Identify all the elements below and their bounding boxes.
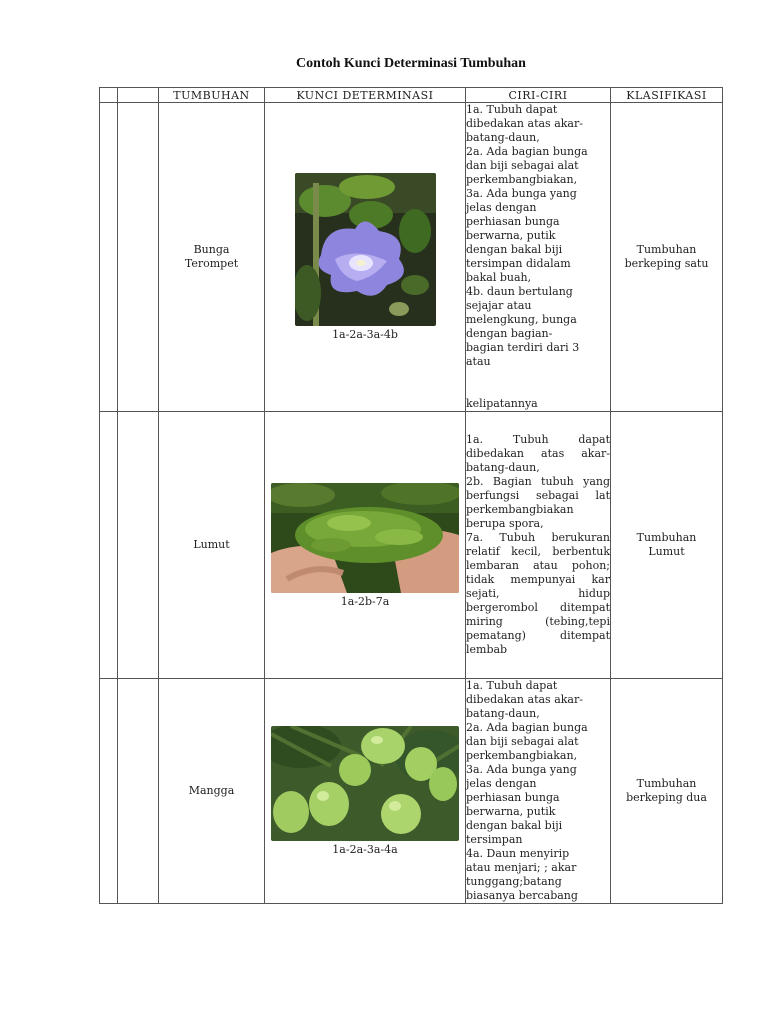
plant-name-line: Terompet: [184, 257, 239, 270]
classification-line: berkeping satu: [624, 257, 709, 270]
trait-line: dan biji sebagai alat: [466, 735, 579, 748]
traits-cell: [466, 679, 611, 904]
classification-cell: [611, 412, 723, 679]
trait-line: 1a. Tubuh dapat: [466, 103, 558, 116]
trait-line: atau menjari; ; akar: [466, 861, 577, 874]
key-code: 1a-2a-3a-4b: [332, 328, 398, 341]
blank-header-1: [100, 88, 118, 103]
trait-line: dibedakan atas akar-: [466, 693, 583, 706]
trait-line: dan biji sebagai alat: [466, 159, 579, 172]
table-row: [100, 103, 723, 412]
determination-key-table: [99, 87, 723, 904]
table-row: [100, 412, 723, 679]
blank-cell: [100, 412, 118, 679]
green-mangoes-photo: [271, 726, 459, 841]
classification-cell: [611, 103, 723, 412]
trait-line: bakal buah,: [466, 271, 532, 284]
key-cell: [265, 103, 466, 412]
trait-spacer: [466, 369, 610, 397]
trait-line: 7a. Tubuh berukuran relatif kecil, berbentuk lembaran atau pohon; tidak mempunyai kar sejati, hidup bergerombol ditempat miring (tebing,tepi pematang) ditempat lembab: [466, 531, 610, 656]
trait-line: perhiasan bunga: [466, 791, 560, 804]
plant-name-cell: [159, 679, 265, 904]
trait-line: 2b. Bagian tubuh yang berfungsi sebagai lat perkembangbiakan berupa spora,: [466, 475, 610, 530]
purple-trumpet-flower-photo: [295, 173, 436, 326]
plant-name-line: Lumut: [193, 538, 230, 551]
trait-line: perhiasan bunga: [466, 215, 560, 228]
trait-line: batang-daun,: [466, 707, 540, 720]
traits-cell: [466, 412, 611, 679]
trait-line: berwarna, putik: [466, 229, 556, 242]
table-row: [100, 679, 723, 904]
traits-cell: [466, 103, 611, 412]
trait-line: batang-daun,: [466, 131, 540, 144]
trait-line: 1a. Tubuh dapat dibedakan atas akar-batang-daun,: [466, 433, 610, 474]
classification-line: berkeping dua: [626, 791, 707, 804]
trait-line: biasanya bercabang: [466, 889, 578, 902]
plant-name-line: Mangga: [188, 784, 235, 797]
blank-header-2: [118, 88, 159, 103]
trait-line: 1a. Tubuh dapat: [466, 679, 558, 692]
classification-line: Tumbuhan: [636, 777, 697, 790]
plant-name-line: Bunga: [193, 243, 230, 256]
plant-name-cell: [159, 412, 265, 679]
trait-line: tersimpan didalam: [466, 257, 571, 270]
trait-line: dengan bagian-: [466, 327, 553, 340]
trait-line: tersimpan: [466, 833, 523, 846]
blank-cell: [100, 679, 118, 904]
header-tumbuhan: TUMBUHAN: [159, 88, 265, 103]
trait-line: kelipatannya: [466, 397, 538, 410]
trait-line: perkembangbiakan,: [466, 749, 578, 762]
trait-line: melengkung, bunga: [466, 313, 577, 326]
trait-line: dibedakan atas akar-: [466, 117, 583, 130]
classification-line: Tumbuhan: [636, 243, 697, 256]
header-klasifikasi: KLASIFIKASI: [611, 88, 723, 103]
trait-line: 2a. Ada bagian bunga: [466, 721, 588, 734]
trait-line: perkembangbiakan,: [466, 173, 578, 186]
trait-line: dengan bakal biji: [466, 819, 563, 832]
header-ciri-ciri: CIRI-CIRI: [466, 88, 611, 103]
trait-line: dengan bakal biji: [466, 243, 563, 256]
classification-line: Lumut: [648, 545, 685, 558]
trait-line: sejajar atau: [466, 299, 532, 312]
classification-line: Tumbuhan: [636, 531, 697, 544]
blank-cell: [118, 103, 159, 412]
key-code: 1a-2a-3a-4a: [332, 843, 398, 856]
trait-line: 4a. Daun menyirip: [466, 847, 570, 860]
blank-cell: [118, 679, 159, 904]
key-cell: [265, 412, 466, 679]
trait-line: 3a. Ada bunga yang: [466, 187, 577, 200]
trait-line: atau: [466, 355, 491, 368]
trait-line: 4b. daun bertulang: [466, 285, 573, 298]
header-row: [100, 88, 723, 103]
trait-line: jelas dengan: [466, 201, 537, 214]
page-title: Contoh Kunci Determinasi Tumbuhan: [296, 56, 526, 71]
header-kunci-determinasi: KUNCI DETERMINASI: [265, 88, 466, 103]
trait-line: bagian terdiri dari 3: [466, 341, 580, 354]
trait-line: berwarna, putik: [466, 805, 556, 818]
key-code: 1a-2b-7a: [340, 594, 390, 608]
trait-line: tunggang;batang: [466, 875, 562, 888]
classification-cell: [611, 679, 723, 904]
trait-line: 3a. Ada bunga yang: [466, 763, 577, 776]
trait-line: jelas dengan: [466, 777, 537, 790]
blank-cell: [100, 103, 118, 412]
blank-cell: [118, 412, 159, 679]
key-cell: [265, 679, 466, 904]
moss-in-hands-photo: [271, 483, 459, 593]
plant-name-cell: [159, 103, 265, 412]
trait-line: 2a. Ada bagian bunga: [466, 145, 588, 158]
